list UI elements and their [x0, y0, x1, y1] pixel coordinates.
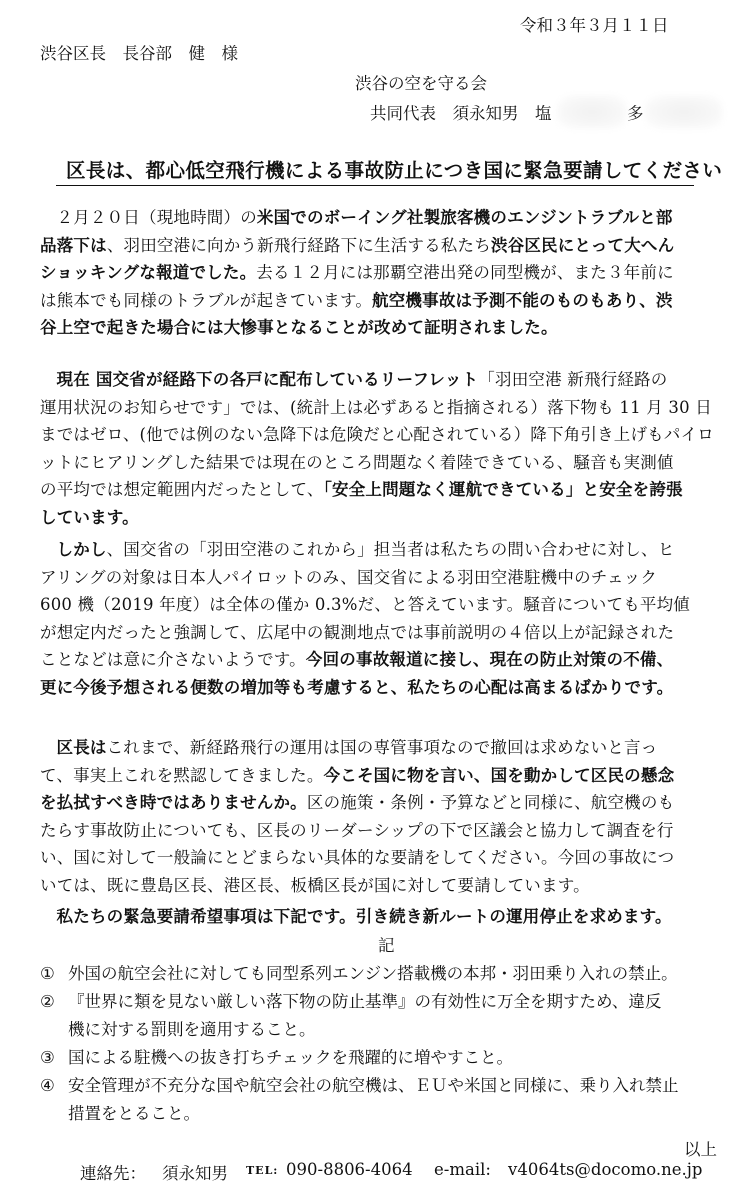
request-text: 措置をとること。: [68, 1104, 200, 1123]
sender-org: 渋谷の空を守る会: [355, 74, 487, 93]
text: い、国に対して一般論にとどまらない具体的な要請をしてください。今回の事故につ: [40, 848, 675, 867]
text: これまで、新経路飛行の運用は国の専管事項なので撤回は求めないと言っ: [106, 738, 658, 757]
text: 区の施策・条例・予算などと同様に、航空機のも: [306, 793, 675, 812]
request-text: 国による駐機への抜き打ちチェックを飛躍的に増やすこと。: [68, 1048, 514, 1067]
text-line: [40, 619, 712, 647]
bold-text: ショッキングな報道でした。: [40, 263, 257, 282]
paragraph-1: [40, 204, 712, 342]
request-text: 外国の航空会社に対しても同型系列エンジン搭載機の本邦・羽田乗り入れの禁止。: [68, 964, 678, 983]
text: ことなどは意に介さないようです。: [40, 650, 306, 669]
bold-text: 今こそ国に物を言い、国を動かして区民の懸念: [323, 765, 675, 785]
request-number: ④: [40, 1076, 55, 1095]
paragraph-3: [40, 536, 712, 701]
text: 去る１２月には那覇空港出発の同型機が、また３年前に: [256, 263, 674, 282]
text-line: [40, 259, 712, 287]
text: まではゼロ、(他では例のない急降下は危険だと心配されている）降下角引き上げもパイロ: [40, 425, 714, 444]
text: の平均では想定範囲内だったとして、: [40, 480, 324, 499]
sender-reps: 共同代表 須永知男 塩: [370, 104, 552, 123]
text-line: [40, 646, 712, 674]
request-text: 『世界に類を見ない厳しい落下物の防止基準』の有効性に万全を期すため、違反: [68, 992, 662, 1011]
text: たらす事故防止についても、区長のリーダーシップの下で区議会と協力して調査を行: [40, 820, 674, 840]
bold-text: 私たちの緊急要請希望事項は下記です。引き続き新ルートの運用停止を求めます。: [56, 907, 672, 926]
text: いては、既に豊島区長、港区長、板橋区長が国に対して要請しています。: [40, 875, 590, 895]
request-number: ①: [40, 964, 55, 983]
bold-text: しています。: [40, 507, 139, 527]
document-title: 区長は、都心低空飛行機による事故防止につき国に緊急要請してください: [66, 159, 723, 182]
bold-text: 現在 国交省が経路下の各戸に配布しているリーフレット: [56, 370, 479, 389]
text-line: [40, 366, 712, 394]
addressee: 渋谷区長 長谷部 健 様: [40, 44, 238, 63]
text-line: [40, 536, 712, 564]
bold-text: 品落下は: [40, 235, 107, 255]
text-line: [40, 232, 712, 260]
text-line: [40, 314, 712, 342]
bold-text: 米国でのボーイング社製旅客機のエンジントラブルと部: [256, 208, 673, 227]
redacted-name-1: [557, 95, 627, 129]
text-line: [40, 844, 712, 872]
bold-text: 区長は: [56, 738, 107, 757]
text: 「羽田空港 新飛行経路の: [478, 370, 668, 389]
text-line: [40, 287, 712, 315]
bold-text: 谷上空で起きた場合には大惨事となることが改めて証明されました。: [40, 318, 558, 337]
text-line: [40, 394, 712, 422]
bold-text: を払拭すべき時ではありませんか。: [40, 793, 307, 812]
request-text: 機に対する罰則を適用すること。: [68, 1020, 316, 1039]
contact-label: 連絡先：: [80, 1164, 146, 1183]
title-block: [56, 153, 723, 186]
text-line: [40, 762, 712, 790]
redacted-name-2: [645, 95, 723, 129]
bold-text: 「安全上問題なく運航できている」と安全を誇張: [323, 480, 683, 499]
request-number: ②: [40, 992, 55, 1011]
text-line: [40, 734, 712, 762]
bold-text: 今回の事故報道に接し、現在の防止対策の不備、: [305, 650, 674, 669]
text-line: [40, 674, 712, 702]
text-line: [40, 872, 712, 900]
contact-phone[interactable]: 090-8806-4064: [286, 1160, 413, 1179]
text-line: [40, 591, 712, 619]
text-line: [40, 421, 712, 449]
bold-text: 渋谷区民にとって大へん: [490, 235, 675, 255]
request-text: 安全管理が不充分な国や航空会社の航空機は、ＥＵや米国と同様に、乗り入れ禁止: [68, 1076, 679, 1095]
contact-email[interactable]: v4064ts@docomo.ne.jp: [508, 1160, 703, 1179]
paragraph-2: [40, 366, 712, 531]
text: アリングの対象は日本人パイロットのみ、国交省による羽田空港駐機中のチェック: [40, 567, 658, 587]
text: ットにヒアリングした結果では現在のところ問題なく着陸できている、騒音も実測値: [40, 452, 674, 472]
request-number: ③: [40, 1048, 55, 1067]
bold-text: 更に今後予想される便数の増加等も考慮すると、私たちの心配は高まるばかりです。: [40, 677, 674, 697]
text: 600 機（2019 年度）は全体の僅か 0.3%だ、と答えています。騒音についても平均値: [40, 595, 690, 614]
text: 、羽田空港に向かう新飛行経路下に生活する私たち: [106, 235, 491, 255]
email-label: e-mail:: [434, 1160, 491, 1179]
text: が想定内だったと強調して、広尾中の観測地点では事前説明の４倍以上が記録された: [40, 622, 675, 642]
sender-rep3-initial: 多: [627, 104, 644, 123]
contact-name: 須永知男: [162, 1164, 228, 1183]
text-line: [40, 564, 712, 592]
text-line: [40, 204, 712, 232]
bold-text: しかし: [56, 540, 107, 559]
paragraph-4: [40, 734, 712, 899]
text-line: [40, 504, 712, 532]
text-line: [40, 817, 712, 845]
text-line: [40, 903, 712, 931]
tel-label: TEL:: [246, 1164, 279, 1177]
paragraph-5: [40, 903, 712, 931]
text: ２月２０日（現地時間）の: [56, 208, 257, 227]
ki-heading: 記: [378, 936, 395, 955]
bold-text: 航空機事故は予測不能のものもあり、渋: [372, 290, 673, 310]
text-line: [40, 476, 712, 504]
closing: 以上: [684, 1140, 717, 1159]
text: て、事実上これを黙認してきました。: [40, 765, 324, 785]
text: 運用状況のお知らせです」では、(統計上は必ずあると指摘される）落下物も 11 月 30 日: [40, 397, 712, 417]
date: 令和３年３月１１日: [520, 16, 669, 35]
text-line: [40, 789, 712, 817]
text: 、国交省の「羽田空港のこれから」担当者は私たちの問い合わせに対し、ヒ: [106, 540, 675, 559]
text: は熊本でも同様のトラブルが起きています。: [40, 290, 373, 310]
text-line: [40, 449, 712, 477]
